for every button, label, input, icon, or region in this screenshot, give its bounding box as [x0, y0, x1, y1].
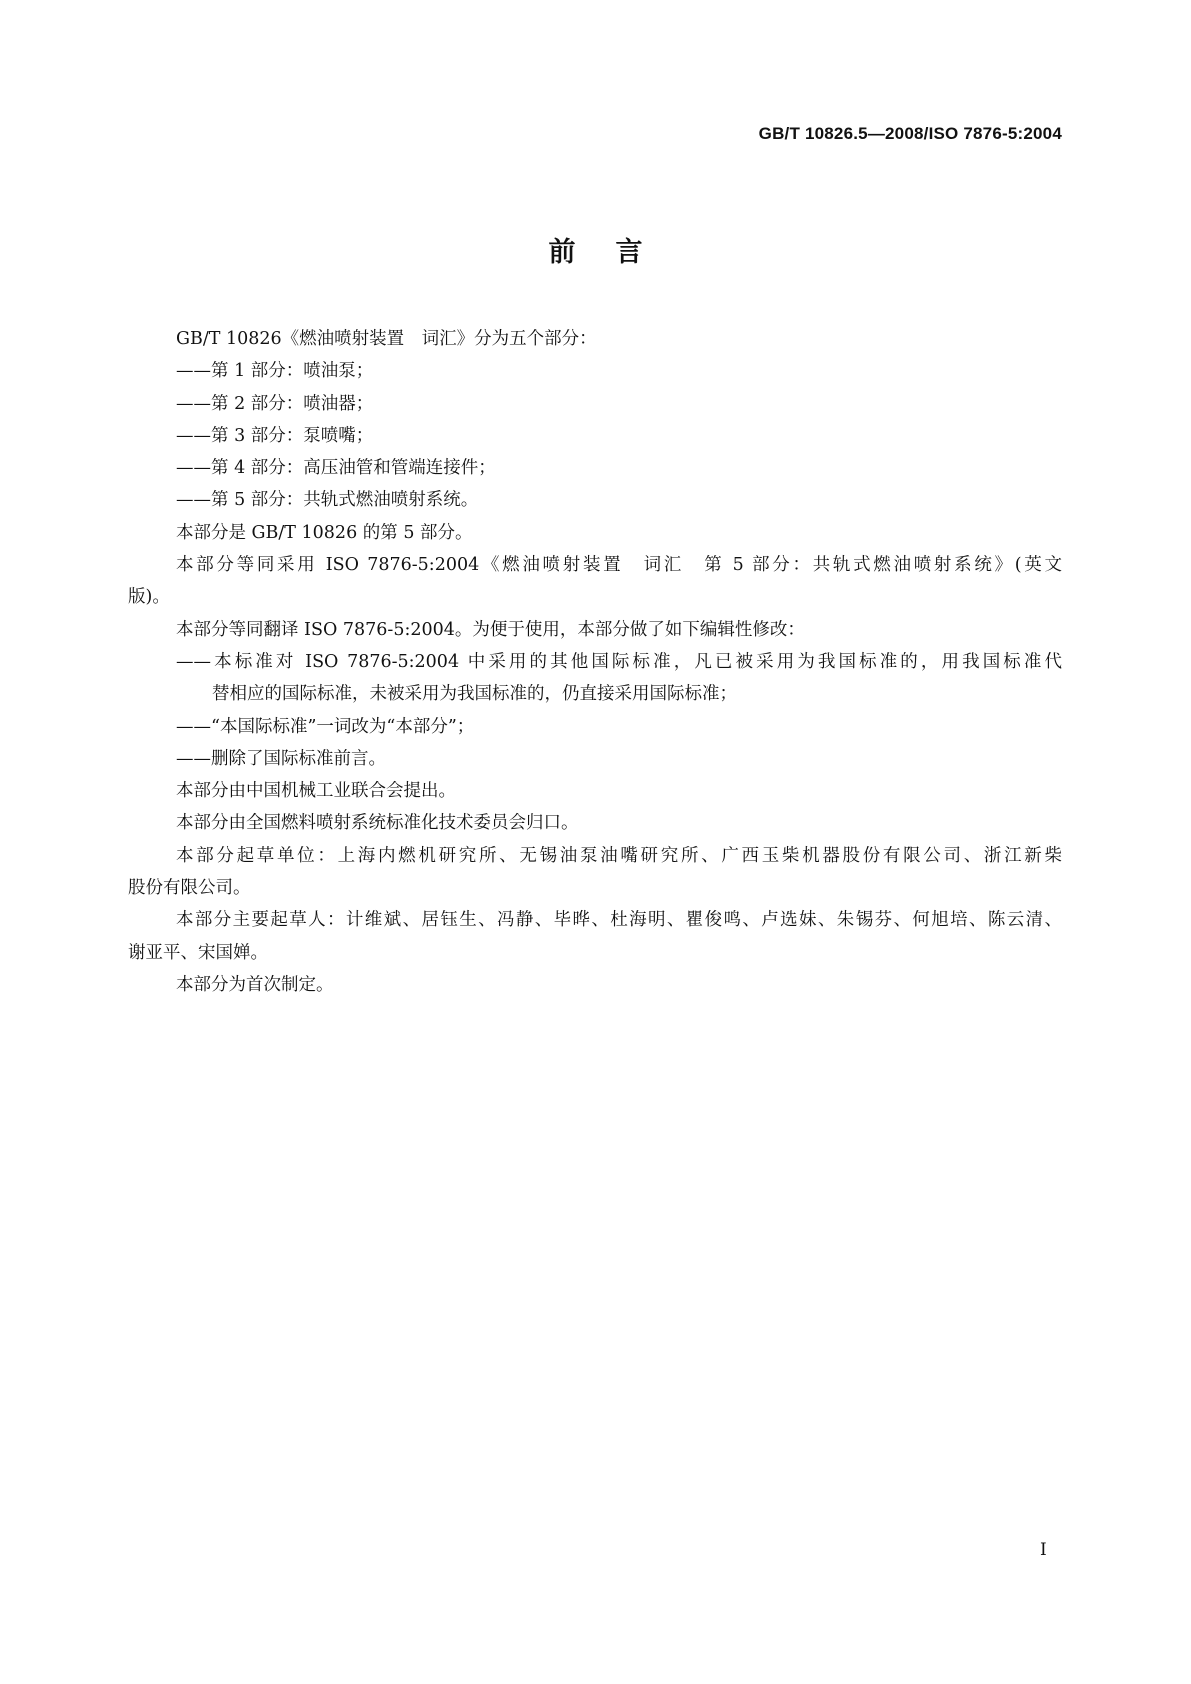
text-line: ——第 2 部分：喷油器；	[176, 393, 374, 414]
text-line: ——第 1 部分：喷油泵；	[176, 361, 374, 382]
text-line: ——本标准对 ISO 7876-5:2004 中采用的其他国际标准，凡已被采用为我国标准的，用我国标准代	[176, 651, 1062, 672]
text-line: 本部分等同翻译 ISO 7876-5:2004。为便于使用，本部分做了如下编辑性修改：	[176, 619, 805, 640]
text-line: 本部分为首次制定。	[176, 974, 334, 995]
text-line: 本部分是 GB/T 10826 的第 5 部分。	[176, 522, 473, 543]
page-title: 前言	[548, 237, 683, 268]
text-line: GB/T 10826《燃油喷射装置 词汇》分为五个部分：	[176, 329, 597, 349]
text-line: 本部分主要起草人：计维斌、居钰生、冯静、毕晔、杜海明、瞿俊鸣、卢选妹、朱锡芬、何旭培、陈云清、	[176, 910, 1062, 931]
text-line: 版)。	[128, 587, 170, 608]
text-line: 本部分等同采用 ISO 7876-5:2004《燃油喷射装置 词汇 第 5 部分：共轨式燃油喷射系统》(英文	[176, 555, 1062, 576]
text-line: 本部分由中国机械工业联合会提出。	[176, 781, 456, 802]
text-line: ——第 5 部分：共轨式燃油喷射系统。	[176, 490, 479, 511]
text-line: 本部分起草单位：上海内燃机研究所、无锡油泵油嘴研究所、广西玉柴机器股份有限公司、浙江新柴	[176, 845, 1062, 866]
text-line: 股份有限公司。	[128, 878, 251, 899]
text-line: ——第 4 部分：高压油管和管端连接件；	[176, 458, 496, 479]
standard-number-header: GB/T 10826.5—2008/ISO 7876-5:2004	[758, 124, 1062, 143]
foreword-body	[128, 323, 1062, 1001]
page-number: I	[1040, 1540, 1047, 1560]
text-line: ——删除了国际标准前言。	[176, 748, 386, 769]
text-line: 谢亚平、宋国婵。	[128, 942, 268, 963]
text-line: ——“本国际标准”一词改为“本部分”；	[176, 716, 475, 737]
text-line: 本部分由全国燃料喷射系统标准化技术委员会归口。	[176, 813, 579, 834]
text-line: 替相应的国际标准，未被采用为我国标准的，仍直接采用国际标准；	[212, 684, 737, 705]
text-line: ——第 3 部分：泵喷嘴；	[176, 425, 374, 446]
